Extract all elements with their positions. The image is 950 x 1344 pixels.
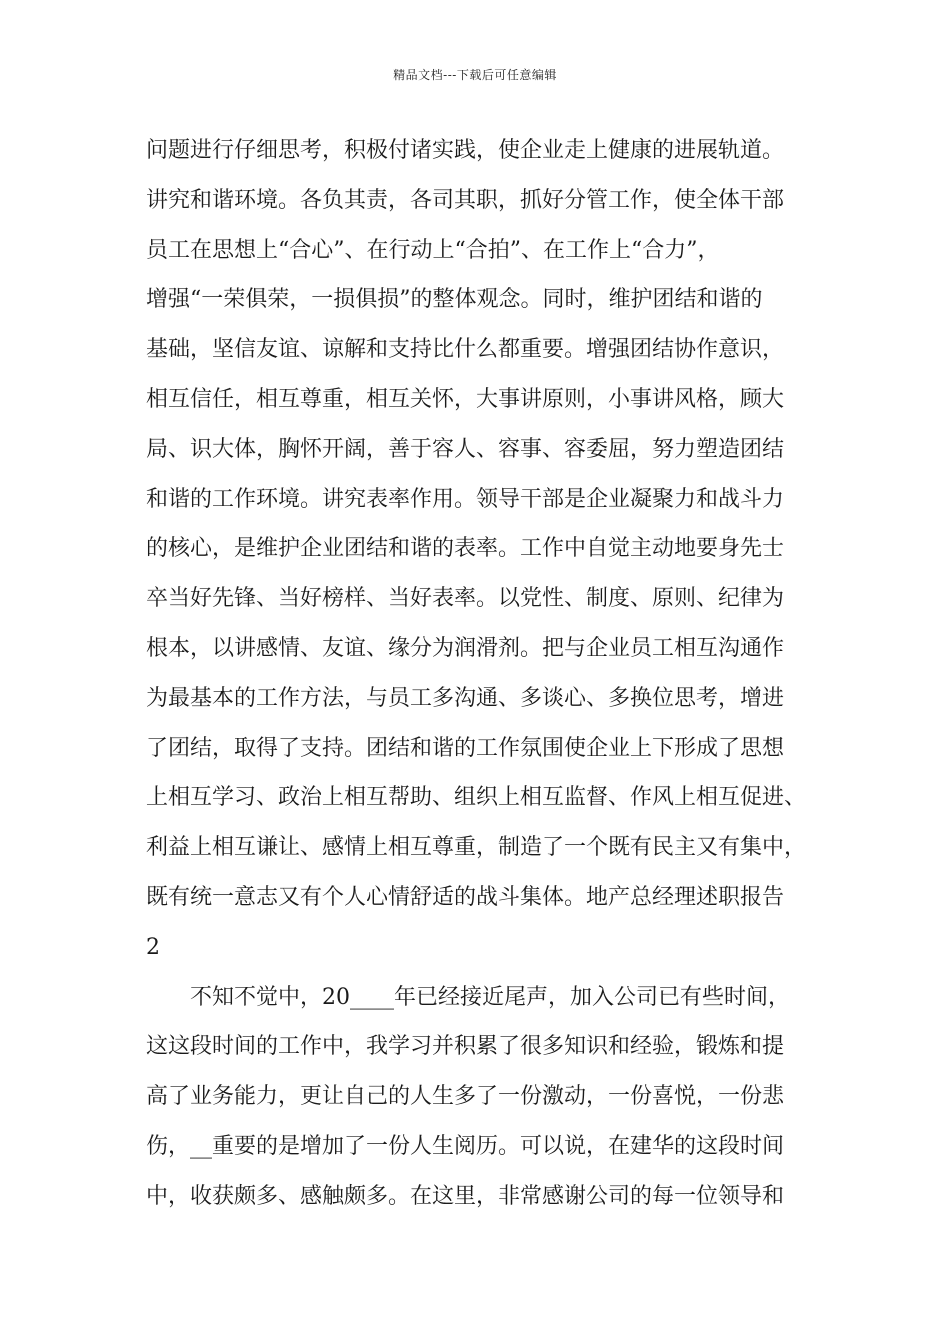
text-line: 了团结，取得了支持。团结和谐的工作氛围使企业上下形成了思想 — [146, 735, 785, 761]
page-header: 精品文档---下载后可任意编辑 — [393, 68, 557, 82]
text-line: 为最基本的工作方法，与员工多沟通、多谈心、多换位思考，增进 — [146, 685, 785, 711]
paragraph-start-line: 不知不觉中，20____年已经接近尾声，加入公司已有些时间， — [190, 984, 790, 1010]
text-line: 讲究和谐环境。各负其责，各司其职，抓好分管工作，使全体干部 — [146, 187, 785, 213]
text-line: 相互信任，相互尊重，相互关怀，大事讲原则，小事讲风格，顾大 — [146, 386, 785, 412]
text-line: 中，收获颇多、感触颇多。在这里，非常感谢公司的每一位领导和 — [146, 1183, 785, 1209]
text-line: 上相互学习、政治上相互帮助、组织上相互监督、作风上相互促进、 — [146, 785, 807, 811]
text-line: 局、识大体，胸怀开阔，善于容人、容事、容委屈，努力塑造团结 — [146, 436, 785, 462]
text-line: 的核心，是维护企业团结和谐的表率。工作中自觉主动地要身先士 — [146, 536, 785, 562]
text-line: 利益上相互谦让、感情上相互尊重，制造了一个既有民主又有集中， — [146, 835, 807, 861]
text-line: 这这段时间的工作中，我学习并积累了很多知识和经验，锻炼和提 — [146, 1034, 785, 1060]
text-line: 伤，__重要的是增加了一份人生阅历。可以说，在建华的这段时间 — [146, 1133, 785, 1159]
text-line: 问题进行仔细思考，积极付诸实践，使企业走上健康的进展轨道。 — [146, 138, 785, 163]
text-line: 根本，以讲感情、友谊、缘分为润滑剂。把与企业员工相互沟通作 — [146, 635, 785, 661]
text-line: 高了业务能力，更让自己的人生多了一份激动，一份喜悦，一份悲 — [146, 1084, 785, 1110]
text-line: 员工在思想上“合心”、在行动上“合拍”、在工作上“合力”， — [146, 237, 720, 263]
document-body — [146, 126, 826, 1222]
text-line: 既有统一意志又有个人心情舒适的战斗集体。地产总经理述职报告 — [146, 884, 785, 910]
text-line: 卒当好先锋、当好榜样、当好表率。以党性、制度、原则、纪律为 — [146, 586, 785, 612]
text-line: 基础，坚信友谊、谅解和支持比什么都重要。增强团结协作意识， — [146, 337, 785, 363]
text-line: 和谐的工作环境。讲究表率作用。领导干部是企业凝聚力和战斗力 — [146, 486, 785, 512]
text-line: 增强“一荣俱荣，一损俱损”的整体观念。同时，维护团结和谐的 — [146, 287, 763, 313]
section-number: 2 — [146, 934, 160, 960]
